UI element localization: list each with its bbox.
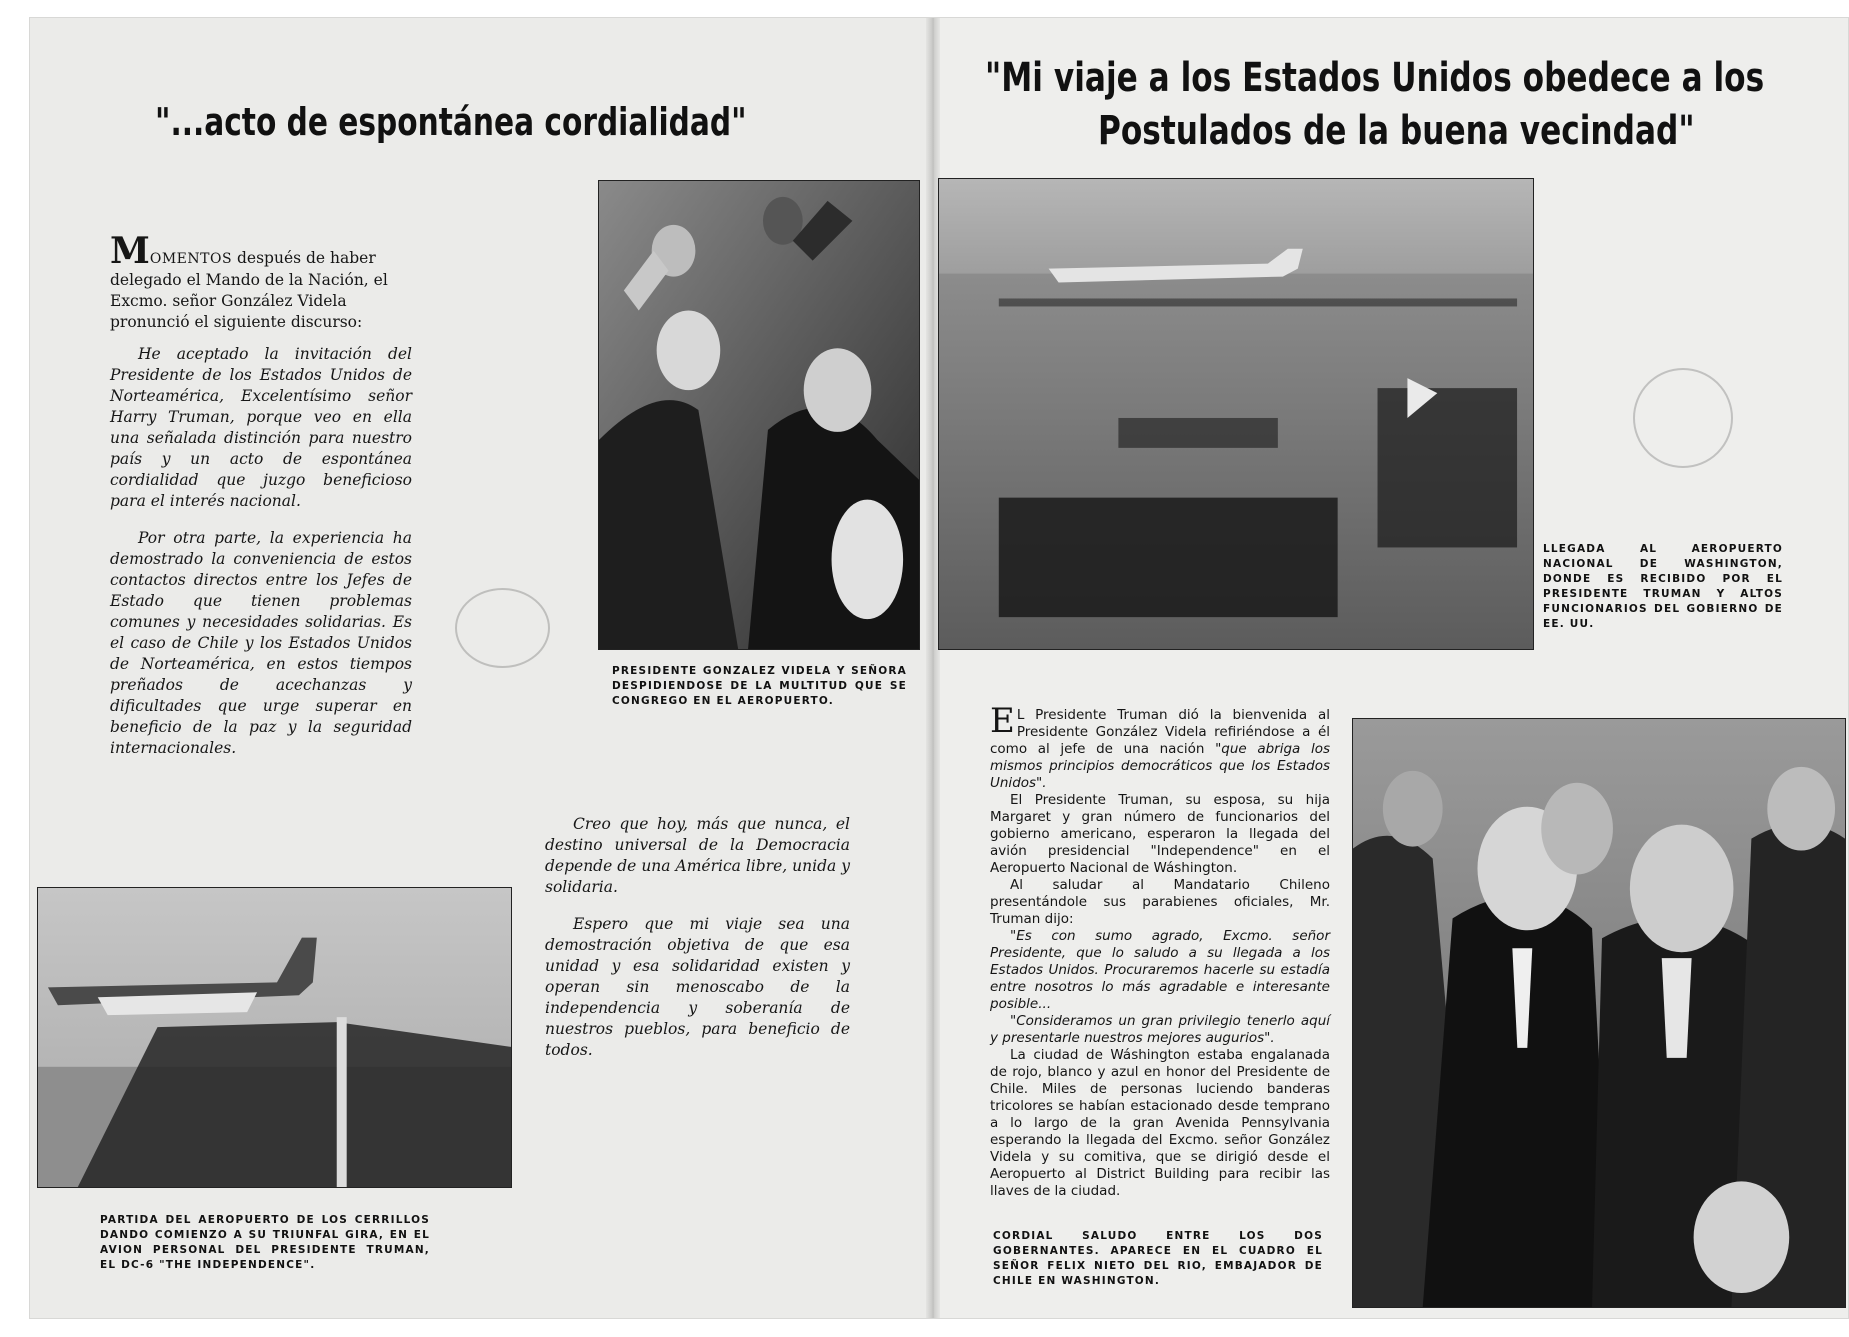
photo-los-cerrillos-departure: [37, 887, 512, 1188]
article-paragraph: El Presidente Truman, su esposa, su hija Margaret y gran número de funcionarios del gobierno americano, esperaron la llegada del avión presidencial "Independence" en el Aeropuerto Nacional de Wáshington.: [990, 792, 1330, 876]
right-headline-line-2: Postulados de la buena vecindad": [1098, 108, 1695, 154]
archive-stamp-right: [1633, 368, 1733, 468]
photo-washington-airport: [938, 178, 1534, 650]
intro-text: después de haber delegado el Mando de la Nación, el Excmo. señor González Videla pronunció el siguiente discurso:: [110, 249, 388, 331]
intro-dropcap: M: [110, 230, 150, 272]
article-quote-paragraph: "Es con sumo agrado, Excmo. señor Presidente, que lo saludo a su llegada a los Estados Unidos. Procuraremos hacerle su estadía entre nosotros lo más agradable e interesante posible...: [990, 928, 1330, 1012]
photo-truman-greeting: [1352, 718, 1846, 1308]
photo-couple-waving: [598, 180, 920, 650]
speech-paragraph: Creo que hoy, más que nunca, el destino universal de la Democracia depende de una América libre, unida y solidaria.: [545, 815, 850, 896]
truman-welcome-article: [990, 701, 1330, 1200]
speech-paragraph: Por otra parte, la experiencia ha demostrado la conveniencia de estos contactos directos entre los Jefes de Estado que tienen problemas comunes y necesidades solidarias. Es el caso de Chile y los Estados Unidos de Norteamérica, en estos tiempos preñados de acechanzas y dificultades que urge superar en beneficio de la paz y la seguridad internacionales.: [110, 529, 412, 757]
caption-departure: PARTIDA DEL AEROPUERTO DE LOS CERRILLOS DANDO COMIENZO A SU TRIUNFAL GIRA, EN EL AVION PERSONAL DEL PRESIDENTE TRUMAN, EL DC-6 "THE INDEPENDENCE".: [100, 1214, 430, 1271]
caption-couple: PRESIDENTE GONZALEZ VIDELA Y SEÑORA DESPIDIENDOSE DE LA MULTITUD QUE SE CONGREGO EN EL AEROPUERTO.: [612, 665, 907, 707]
intro-paragraph: [110, 230, 410, 333]
article-text: L Presidente Truman dió la bienvenida al Presidente González Videla refiriéndose a él como al jefe de una nación: [990, 707, 1330, 757]
article-quote: "que abriga los mismos principios democráticos que los Estados Unidos".: [990, 741, 1330, 791]
intro-smallcaps: OMENTOS: [149, 251, 233, 267]
article-dropcap: E: [990, 701, 1015, 741]
archive-stamp-left: [455, 588, 550, 668]
speech-paragraph: Espero que mi viaje sea una demostración objetiva de que esa unidad y esa solidaridad existen y operan sin menoscabo de la independencia y soberanía de nuestros pueblos, para beneficio de todos.: [545, 915, 850, 1059]
article-paragraph: [990, 701, 1330, 792]
caption-arrival: LLEGADA AL AEROPUERTO NACIONAL DE WASHINGTON, DONDE ES RECIBIDO POR EL PRESIDENTE TRUMAN Y ALTOS FUNCIONARIOS DEL GOBIERNO DE EE. UU.: [1543, 543, 1783, 630]
speech-column-2: [545, 814, 850, 1077]
right-headline-line-1: "Mi viaje a los Estados Unidos obedece a los: [985, 55, 1765, 101]
left-headline: "...acto de espontánea cordialidad": [155, 100, 747, 144]
article-paragraph: La ciudad de Wáshington estaba engalanada de rojo, blanco y azul en honor del Presidente de Chile. Miles de personas luciendo banderas tricolores se habían estacionado desde temprano a lo largo de la gran Avenida Pennsylvania esperando la llegada del Excmo. señor González Videla y su comitiva, que se dirigió desde el Aeropuerto al District Building para recibir las llaves de la ciudad.: [990, 1047, 1330, 1199]
speech-paragraph: He aceptado la invitación del Presidente de los Estados Unidos de Norteamérica, Excelentísimo señor Harry Truman, porque veo en ella una señalada distinción para nuestro país y un acto de espontánea cordialidad que juzgo beneficioso para el interés nacional.: [110, 345, 412, 510]
article-quote-paragraph: "Consideramos un gran privilegio tenerlo aquí y presentarle nuestros mejores augurios".: [990, 1013, 1330, 1046]
caption-cordial: CORDIAL SALUDO ENTRE LOS DOS GOBERNANTES. APARECE EN EL CUADRO EL SEÑOR FELIX NIETO DEL RIO, EMBAJADOR DE CHILE EN WASHINGTON.: [993, 1230, 1323, 1287]
article-paragraph: Al saludar al Mandatario Chileno presentándole sus parabienes oficiales, Mr. Truman dijo:: [990, 877, 1330, 927]
speech-column-1: [110, 344, 412, 775]
